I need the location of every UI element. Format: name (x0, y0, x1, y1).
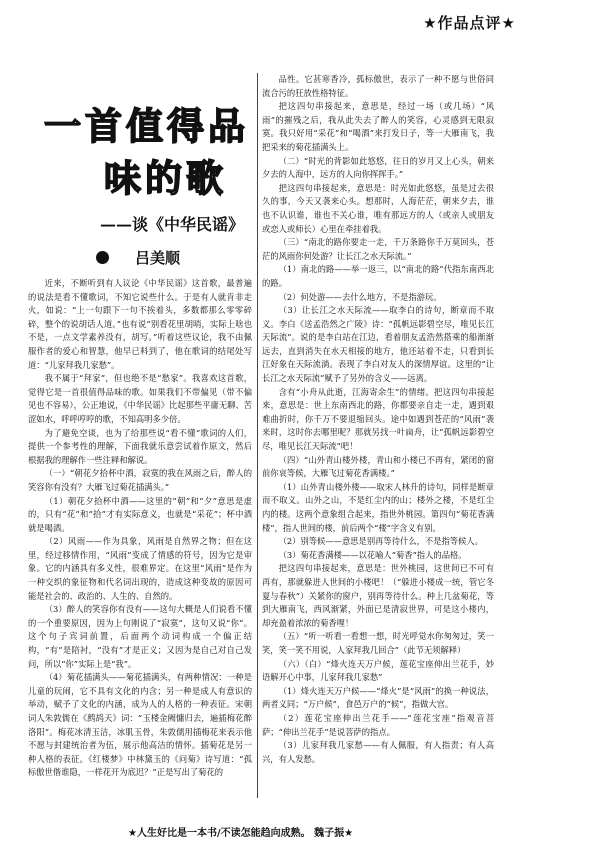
paragraph: （2）莲花宝座伸出兰花手——“莲花宝座”指观音菩萨；“伸出兰花手”是说菩萨的指点。 (262, 712, 494, 737)
bullet-dot-icon (96, 251, 109, 264)
author-byline (96, 247, 180, 268)
paragraph: （3）菊花香满楼——以花喻人“菊香”指人的品格。 (278, 549, 467, 560)
paragraph: 为了避免空谈，也为了给那些说“看不懂”歌词的人们，提供一个参考性的理解，下面我就乐意尝试着作原文，然后根据我的理解作一些注释和解说。 (28, 427, 252, 465)
paragraph: （六）（白）“烽火连天万户候，莲花宝座伸出兰花手，妙语解开心中事，儿家拜我几家愁” (262, 658, 494, 683)
title-line-2: 味的歌 (104, 157, 227, 200)
paragraph: （3）醉人的笑容你有没有——这句大概是人们说看不懂的一个重要原因，因为上句刚说了“寂寞”，这句又说“你”。这个句子宾词前置，后面两个动词构成一个偏正结构，“有”是陪衬，“没有”才是正义；又因为是自己对自己发问，所以“你”实际上是“我”。 (28, 604, 252, 669)
paragraph: 品性。它甚寒香冷，孤标傲世，表示了一种不愿与世俗同流合污的狂放性格特征。 (262, 74, 494, 98)
paragraph: （三）“南北的路你要走一走，千万条路你千万莫回头，苍茫的风雨你何处游？让长江之水天际流。” (262, 237, 494, 261)
paragraph: （1）南北的路——举一返三，以“南北的路”代指东南西北的路。 (262, 264, 494, 288)
left-column (28, 277, 252, 799)
paragraph: （五）“听一听看一看想一想，时光呼觉水你匆匆过，笑一笑，笑一笑不用说，人家拜我几回合”（此节无须解释） (262, 631, 494, 655)
paragraph: 把这四句串接起来，意思是：时光如此悠悠，虽是过去很久的事，今天又袭来心头。想那时，人海茫茫，朝来夕去，谁也不认识谁，谁也不关心谁，唯有那远方的人（或亲人或朋友或恋人或师长）心里在牵挂着我。 (262, 182, 494, 234)
paragraph: （3）让长江之水天际流——取李白的诗句，断章而不取义。李白《送孟浩然之广陵》诗：“孤帆远影碧空尽，唯见长江天际流”。说的是李白站在江边，看着朋友孟浩然搭乘的船渐渐远去，直到消失在水天相接的地方，他还站着不走，只看到长江好象在天际流淌。表现了李白对友人的深情厚谊。这里的“让长江之水天际流”赋予了另外的含义——远离。 (262, 305, 494, 384)
paragraph: （3）儿家拜我几家愁——有人佩服，有人指责；有人高兴，有人发愁。 (262, 740, 494, 764)
paragraph: 我不属于“拜家”，但也绝不是“愁家”。我喜欢这首歌，觉得它是一首很值得品味的歌。如果我们不带偏见（带不偏见也不容易），公正地说，《中华民谣》比起那些平庸无聊、苦涩如水，呼呼哼哼的歌，不知高明多少倍。 (28, 373, 252, 424)
paragraph: （1）烽火连天万户候——“烽火”是“风雨”的换一种说法，两者义同；“万户候”，食邑万户的“候”，指做大官。 (262, 685, 494, 710)
paragraph: （二）“时光的背影如此悠悠，往日的岁月又上心头，朝来夕去的人海中，远方的人向你挥挥手。” (262, 155, 494, 180)
column-divider (257, 73, 258, 798)
author-name: 吕美顺 (135, 249, 181, 267)
paragraph: 把这四句串接起来，意思是：世外桃园，这世间已不可有再有，那就躲进人世间的小楼吧！（“躲进小楼成一统，管它冬夏与春秋”）关紧你的窗户，别再等待什么。种上几盆菊花，等到大雁南飞，西风渐紧，外面已是清寂世界，可是这小楼内，却充盈着浓浓的菊香哩！ (262, 563, 494, 628)
section-tag: ★作品点评★ (423, 14, 516, 32)
paragraph: （4）菊花插满头——菊花插满头，有两种情况：一种是儿童的玩闹，它不具有文化的内含；另一种是成人有意识的举动，赋予了文化的内涵，成为人的人格的一种表征。宋朝词人朱敦儒在《鹧鸪天》词：“玉楼金阙慵归去，遍插梅花醉洛阳”。梅花冰清玉洁，冰肌玉骨，朱敦儒用插梅花来表示他不愿与封建统治者为伍，展示他高洁的情怀。插菊花是另一种人格的表征。《红楼梦》中林黛玉的《问菊》诗写道：“孤标傲世偕谁隐，一样花开为底迟？”正是写出了菊花的 (28, 672, 252, 778)
title-line-1: 一首值得品 (44, 105, 249, 148)
paragraph: 把这四句串接起来，意思是，经过一场（或几场）“风雨”的摧残之后，我从此失去了醉人的笑容，心灵感到无限寂寞。我只好用“采花”和“喝酒”来打发日子，等一大雁南飞，我把采来的菊花插满头上。 (262, 101, 494, 152)
paragraph: （1）山外青山楼外楼——取宋人林升的诗句，同样是断章而不取义。山外之山，不是红尘内的山；楼外之楼，不是红尘内的楼。这两个意象组合起来，指世外桃园。第四句“菊花香满楼”，指人世间的楼，前后两个“楼”字含义有别。 (262, 481, 494, 533)
paragraph: 近来，不断听到有人议论《中华民谣》这首歌，最普遍的说法是看不懂歌词，不知它说些什么。于是有人就肯非走火，如说：“上一句跟下一句不挨着头，多数都那么零零碎碎，整个的说胡话人道。”也有说“别看花里胡哨，实际上啥也不是，一点文学素养没有，胡写。”听着这些议论，我不由佩服作者的爱心和智慧，他早已料到了，他在歌词的结尾处写道：“儿家拜我几家愁”。 (28, 278, 252, 370)
article-subtitle: ——谈《中华民谣》 (100, 215, 245, 234)
paragraph: （2）风雨——作为具象，风雨是自然界之物；但在这里，经过移情作用，“风雨”变成了情感的符号，因为它是审象。它的内涵具有多义性，很难界定。在这里“风雨”是作为一种交织的象征物和代名词出现的，造成这种变故的原因可能是社会的、政治的、人生的、自然的。 (28, 536, 252, 601)
paragraph: （一）“朝花夕拾杯中酒，寂寞的我在风雨之后，醉人的笑容你有没有？大雁飞过菊花插满头。” (28, 468, 252, 492)
paragraph: （1）朝花夕拾杯中酒——这里的“朝”和“夕”意思是虚的，只有“花”和“拾”才有实际意义，也就是“采花”；杯中酒就是喝酒。 (28, 495, 252, 533)
paragraph: （2）何处游——去什么地方，不是指游玩。 (278, 291, 442, 302)
right-column (262, 73, 494, 800)
paragraph: 含有“小舟从此逝，江海寄余生”的情绪。把这四句串接起来，意思是：世上东南西北的路，你都要亲自走一走，遇到艰难曲折时，你千万不要退缩回头。途中如遇到苍茫的“风雨”袭来时，这时你去哪里呢？那就另找一叶扁舟，让“孤帆远影碧空尽，唯见长江天际流”吧！ (262, 386, 494, 452)
article-title (44, 104, 249, 202)
paragraph: （四）“山外青山楼外楼，青山和小楼已不再有，紧闭的窗前你哀等候，大雁飞过菊花香满楼。” (262, 454, 494, 479)
footer-quote: ★人生好比是一本书/不读怎能趋向成熟。 魏子振★ (128, 828, 354, 839)
paragraph: （2）别等候——意思是别再等待什么，不是指等候人。 (278, 536, 483, 547)
